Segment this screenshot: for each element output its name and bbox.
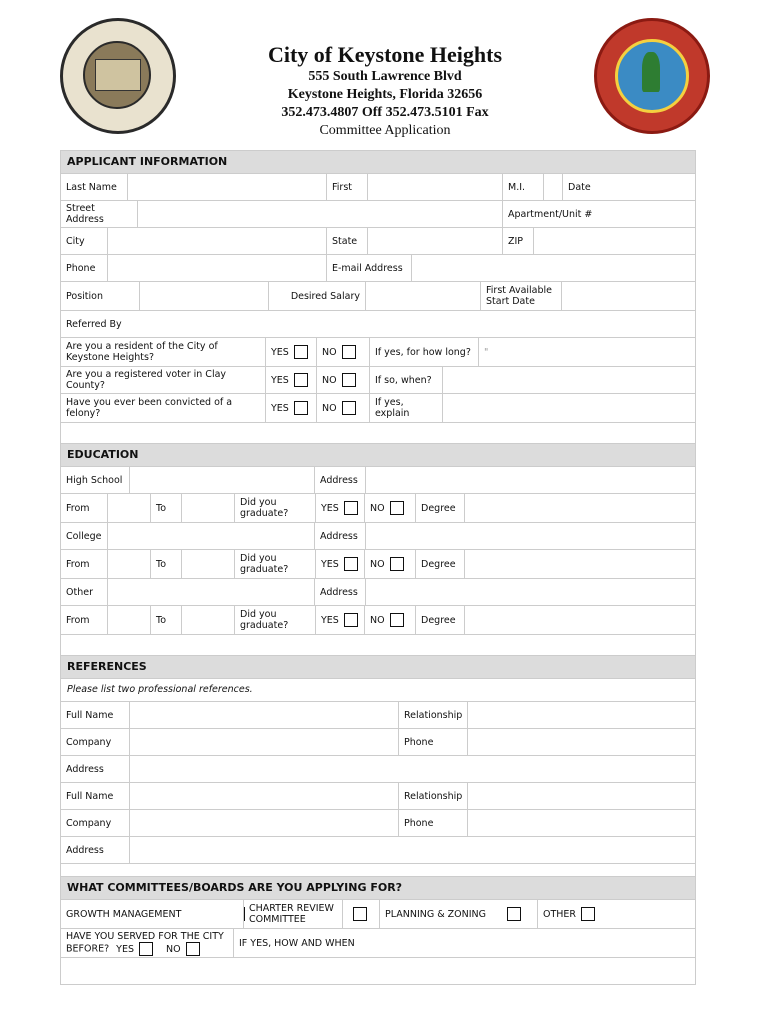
served-no-checkbox[interactable]	[186, 942, 200, 956]
mi-field[interactable]	[543, 174, 563, 200]
ref2-address-label: Address	[66, 844, 104, 856]
last-name-field[interactable]	[127, 174, 327, 200]
apt-field[interactable]	[599, 201, 695, 227]
voter-question: Are you a registered voter in Clay County?	[66, 369, 227, 391]
ref1-phone-field[interactable]	[467, 729, 695, 755]
high-school-field[interactable]	[129, 467, 315, 493]
served-before-question: HAVE YOU SERVED FOR THE CITY BEFORE?	[66, 931, 224, 955]
ref2-relationship-field[interactable]	[467, 783, 695, 809]
if-yes-how-when: IF YES, HOW AND WHEN	[233, 929, 695, 957]
hs-no-checkbox[interactable]	[390, 501, 404, 515]
other-address-field[interactable]	[365, 579, 695, 605]
resident-question: Are you a resident of the City of Keystone Heights?	[66, 341, 218, 363]
section-references: REFERENCES	[61, 656, 695, 679]
hs-to-label: To	[156, 502, 167, 514]
hs-to-field[interactable]	[181, 494, 235, 522]
city-address: 555 South Lawrence Blvd	[308, 69, 462, 84]
ref2-name-label: Full Name	[66, 790, 114, 802]
zip-field[interactable]	[533, 228, 695, 254]
college-degree-field[interactable]	[465, 550, 695, 578]
college-address-label: Address	[320, 530, 358, 542]
hs-yes[interactable]	[315, 494, 365, 522]
other-no-label: NO	[370, 614, 385, 626]
ref1-name-label: Full Name	[66, 709, 114, 721]
date-label: Date	[568, 181, 591, 193]
mi-label: M.I.	[508, 181, 526, 193]
spacer	[61, 423, 695, 444]
ref2-address-field[interactable]	[129, 837, 695, 863]
ref1-address-label: Address	[66, 763, 104, 775]
state-label: State	[332, 235, 358, 247]
resident-no-label: NO	[322, 346, 337, 358]
other-field[interactable]	[107, 579, 315, 605]
felony-no-label: NO	[322, 402, 337, 414]
resident-yes[interactable]	[265, 338, 317, 366]
felony-yes-checkbox[interactable]	[294, 401, 308, 415]
hs-yes-checkbox[interactable]	[344, 501, 358, 515]
state-field[interactable]	[367, 228, 503, 254]
referred-by-label: Referred By	[66, 318, 122, 330]
resident-no[interactable]	[317, 338, 369, 366]
other-committee-label: OTHER	[543, 908, 577, 920]
other-to-field[interactable]	[181, 606, 235, 634]
form-header	[0, 0, 770, 150]
other-degree-field[interactable]	[465, 606, 695, 634]
form-title: Committee Application	[319, 123, 451, 138]
resident-yes-label: YES	[271, 346, 289, 358]
email-label: E-mail Address	[332, 262, 403, 274]
college-label: College	[66, 530, 102, 542]
zip-label: ZIP	[508, 235, 524, 247]
planning-zoning-checkbox[interactable]	[507, 907, 521, 921]
growth-management-option[interactable]	[233, 900, 243, 928]
last-name-label: Last Name	[66, 181, 117, 193]
resident-yes-checkbox[interactable]	[294, 345, 308, 359]
high-school-label: High School	[66, 474, 123, 486]
voter-yes-label: YES	[271, 374, 289, 386]
apt-label: Apartment/Unit #	[508, 208, 593, 220]
title-block	[200, 42, 570, 140]
growth-management-label: GROWTH MANAGEMENT	[66, 908, 182, 920]
explain-label: If yes, explain	[369, 394, 443, 422]
city-state-zip: Keystone Heights, Florida 32656	[287, 87, 483, 102]
ref1-phone-label: Phone	[404, 736, 434, 748]
references-note: Please list two professional references.	[61, 679, 695, 702]
florida-seal-logo	[594, 18, 710, 134]
other-yes[interactable]	[315, 606, 365, 634]
spacer	[61, 635, 695, 656]
ref2-name-field[interactable]	[129, 783, 399, 809]
college-no-checkbox[interactable]	[390, 557, 404, 571]
first-name-label: First	[332, 181, 352, 193]
other-yes-checkbox[interactable]	[344, 613, 358, 627]
other-committee-checkbox[interactable]	[581, 907, 595, 921]
hs-address-label: Address	[320, 474, 358, 486]
city-label: City	[66, 235, 85, 247]
ref1-name-field[interactable]	[129, 702, 399, 728]
hs-graduate-label: Did you graduate?	[240, 497, 289, 519]
other-address-label: Address	[320, 586, 358, 598]
ref1-relationship-field[interactable]	[467, 702, 695, 728]
position-label: Position	[66, 290, 103, 302]
if-yes-how-when-field[interactable]	[61, 958, 695, 984]
hs-from-field[interactable]	[107, 494, 151, 522]
voter-no-label: NO	[322, 374, 337, 386]
start-date-label: First Available Start Date	[486, 285, 553, 307]
college-no-label: NO	[370, 558, 385, 570]
charter-review-label: CHARTER REVIEW COMMITTEE	[243, 900, 343, 928]
resident-no-checkbox[interactable]	[342, 345, 356, 359]
when-field[interactable]	[443, 367, 695, 393]
college-degree-label: Degree	[415, 550, 465, 578]
other-from-field[interactable]	[107, 606, 151, 634]
planning-zoning-label: PLANNING & ZONING	[379, 900, 497, 928]
application-form	[60, 150, 696, 985]
when-label: If so, when?	[369, 367, 443, 393]
position-field[interactable]	[139, 282, 269, 310]
hs-degree-field[interactable]	[465, 494, 695, 522]
hs-address-field[interactable]	[365, 467, 695, 493]
served-yes-checkbox[interactable]	[139, 942, 153, 956]
section-education: EDUCATION	[61, 444, 695, 467]
felony-yes[interactable]	[265, 394, 317, 422]
other-graduate-label: Did you graduate?	[240, 609, 289, 631]
hs-from-label: From	[66, 502, 90, 514]
college-from-field[interactable]	[107, 550, 151, 578]
phone-label: Phone	[66, 262, 96, 274]
college-yes[interactable]	[315, 550, 365, 578]
other-yes-label: YES	[321, 614, 339, 626]
college-graduate-label: Did you graduate?	[240, 553, 289, 575]
voter-no-checkbox[interactable]	[342, 373, 356, 387]
date-field[interactable]	[599, 174, 695, 200]
charter-review-option[interactable]	[343, 900, 379, 928]
other-degree-label: Degree	[415, 606, 465, 634]
salary-label: Desired Salary	[290, 290, 360, 302]
college-from-label: From	[66, 558, 90, 570]
planning-zoning-option[interactable]	[497, 900, 537, 928]
ref2-company-label: Company	[66, 817, 112, 829]
voter-no[interactable]	[317, 367, 369, 393]
salary-field[interactable]	[365, 282, 481, 310]
email-field[interactable]	[411, 255, 695, 281]
other-no[interactable]	[365, 606, 415, 634]
hs-no-label: NO	[370, 502, 385, 514]
ref2-phone-field[interactable]	[467, 810, 695, 836]
college-no[interactable]	[365, 550, 415, 578]
phone-fax: 352.473.4807 Off 352.473.5101 Fax	[281, 105, 489, 120]
how-long-label: If yes, for how long?	[369, 338, 479, 366]
ref1-company-label: Company	[66, 736, 112, 748]
college-to-field[interactable]	[181, 550, 235, 578]
voter-yes[interactable]	[265, 367, 317, 393]
street-label: Street Address	[66, 203, 104, 225]
spacer	[61, 864, 695, 877]
city-seal-logo	[60, 18, 176, 134]
college-yes-checkbox[interactable]	[344, 557, 358, 571]
college-field[interactable]	[107, 523, 315, 549]
felony-yes-label: YES	[271, 402, 289, 414]
start-date-field[interactable]	[561, 282, 695, 310]
voter-yes-checkbox[interactable]	[294, 373, 308, 387]
other-label: Other	[66, 586, 93, 598]
college-yes-label: YES	[321, 558, 339, 570]
ref1-company-field[interactable]	[129, 729, 399, 755]
hs-degree-label: Degree	[415, 494, 465, 522]
ref1-relationship-label: Relationship	[404, 709, 463, 721]
how-long-field[interactable]: "	[484, 346, 489, 358]
charter-review-checkbox[interactable]	[353, 907, 367, 921]
felony-no[interactable]	[317, 394, 369, 422]
section-committees: WHAT COMMITTEES/BOARDS ARE YOU APPLYING FOR?	[61, 877, 695, 900]
served-no-label: NO	[166, 943, 181, 955]
ref2-company-field[interactable]	[129, 810, 399, 836]
ref1-address-field[interactable]	[129, 756, 695, 782]
ref2-relationship-label: Relationship	[404, 790, 463, 802]
phone-field[interactable]	[107, 255, 327, 281]
felony-no-checkbox[interactable]	[342, 401, 356, 415]
explain-field[interactable]	[443, 394, 695, 422]
first-name-field[interactable]	[367, 174, 503, 200]
street-field[interactable]	[137, 201, 503, 227]
college-address-field[interactable]	[365, 523, 695, 549]
served-yes-label: YES	[116, 943, 134, 955]
other-no-checkbox[interactable]	[390, 613, 404, 627]
felony-question: Have you ever been convicted of a felony?	[66, 397, 233, 419]
hs-yes-label: YES	[321, 502, 339, 514]
other-committee[interactable]	[537, 900, 695, 928]
city-field[interactable]	[107, 228, 327, 254]
city-name: City of Keystone Heights	[267, 42, 503, 67]
served-before	[61, 929, 233, 957]
college-to-label: To	[156, 558, 167, 570]
section-applicant: APPLICANT INFORMATION	[61, 151, 695, 174]
other-from-label: From	[66, 614, 90, 626]
hs-no[interactable]	[365, 494, 415, 522]
other-to-label: To	[156, 614, 167, 626]
ref2-phone-label: Phone	[404, 817, 434, 829]
